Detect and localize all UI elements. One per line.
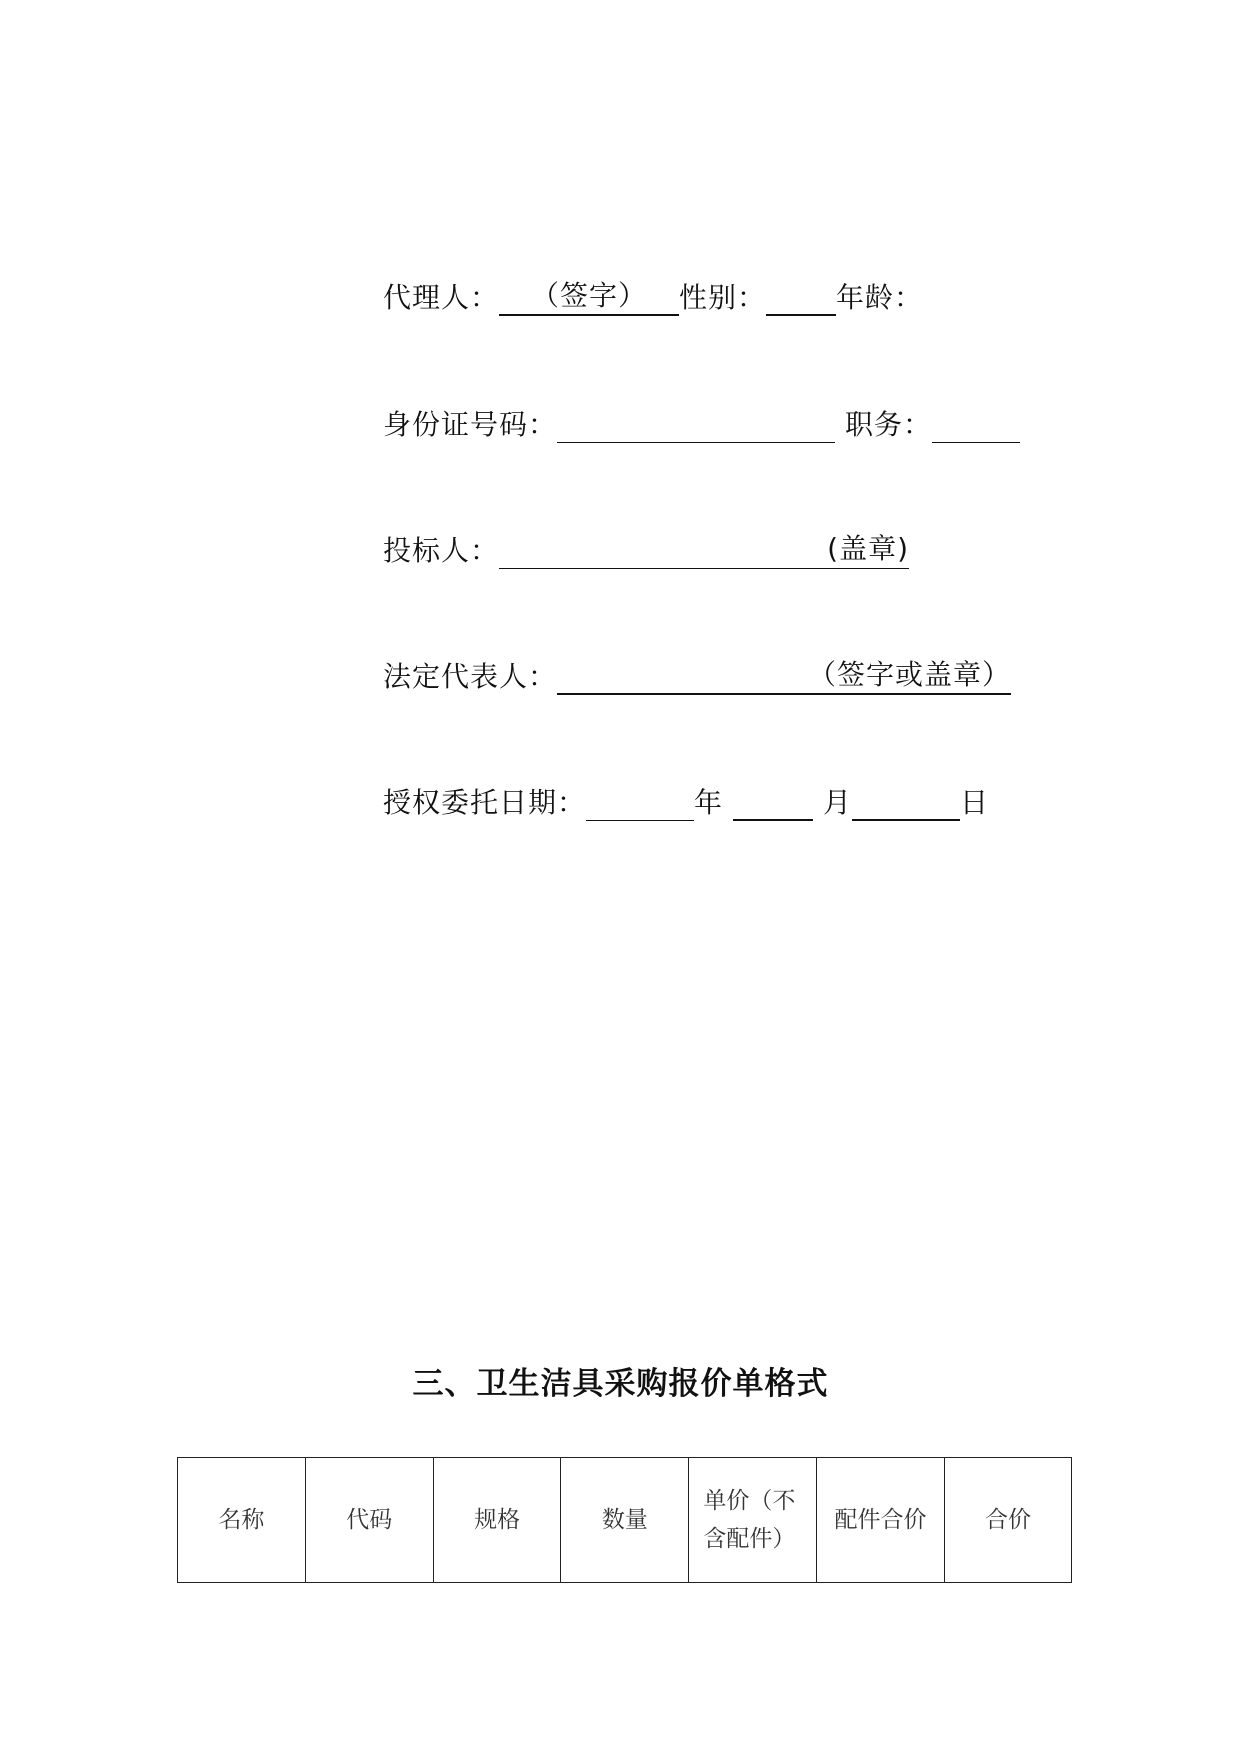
table-header-cell: 代码 (305, 1458, 433, 1583)
quote-table (177, 1457, 1072, 1583)
legal-rep-hint: （签字或盖章） (808, 658, 1012, 691)
table-header-cell: 配件合价 (817, 1458, 945, 1583)
legal-rep-label: 法定代表人： (383, 660, 558, 693)
date-line (383, 783, 989, 823)
agent-signature-field[interactable] (499, 278, 679, 316)
gender-field[interactable] (766, 278, 836, 316)
year-label: 年 (694, 786, 724, 819)
id-number-field[interactable] (557, 405, 835, 443)
bidder-label: 投标人： (383, 534, 500, 567)
agent-label: 代理人： (383, 281, 500, 314)
section-title: 三、卫生洁具采购报价单格式 (412, 1366, 829, 1402)
day-label: 日 (960, 786, 990, 819)
duty-label: 职务： (845, 408, 933, 441)
id-label: 身份证号码： (383, 408, 558, 441)
bidder-line (383, 531, 909, 571)
month-label: 月 (823, 786, 853, 819)
gender-label: 性别： (679, 281, 767, 314)
table-header-cell: 数量 (561, 1458, 689, 1583)
month-field[interactable] (733, 783, 813, 821)
table-header-cell: 单价（不含配件） (689, 1458, 817, 1583)
legal-rep-field[interactable] (557, 657, 1011, 695)
day-field[interactable] (852, 783, 960, 821)
legal-rep-line (383, 657, 1011, 697)
table-header-row (178, 1458, 1072, 1583)
id-line (383, 405, 1020, 445)
bidder-seal-hint: (盖章) (827, 532, 910, 565)
table-header-cell: 规格 (433, 1458, 561, 1583)
age-label: 年龄： (836, 281, 924, 314)
table-header-cell: 合价 (944, 1458, 1071, 1583)
date-label: 授权委托日期： (383, 786, 587, 819)
agent-line (383, 278, 923, 318)
year-field[interactable] (586, 783, 694, 821)
table-header-cell: 名称 (178, 1458, 306, 1583)
bidder-seal-field[interactable] (499, 531, 909, 569)
agent-sign-hint: （签字） (531, 279, 648, 312)
duty-field[interactable] (932, 405, 1020, 443)
